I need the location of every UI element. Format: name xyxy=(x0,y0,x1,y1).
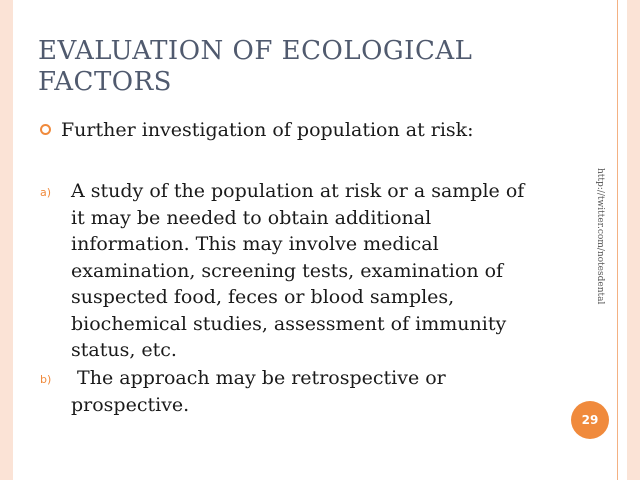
list-item-a-text: A study of the population at risk or a sample of it may be needed to obtain additional information. This may involve medical examination, screening tests, examination of suspected food, feces or blood samples, biochemical studies, assessment of immunity status, etc. xyxy=(71,180,525,361)
slide-frame-right xyxy=(627,0,640,480)
main-bullet-text: Further investigation of population at risk: xyxy=(61,119,474,141)
main-bullet xyxy=(40,118,560,142)
list-item-b-text: The approach may be retrospective or prospective. xyxy=(71,367,452,416)
list-marker-b: b) xyxy=(40,373,52,386)
list-marker-a: a) xyxy=(40,186,52,199)
slide-divider-line xyxy=(617,0,618,480)
page-number-badge: 29 xyxy=(571,401,609,439)
list-item-a xyxy=(40,178,560,364)
list-item-b xyxy=(40,365,560,418)
side-url-text: http://twitter.com/notesdental xyxy=(595,168,605,305)
ring-bullet-icon xyxy=(40,124,51,135)
slide-title: EVALUATION OF ECOLOGICAL FACTORS xyxy=(38,36,473,97)
slide-frame-left xyxy=(0,0,13,480)
